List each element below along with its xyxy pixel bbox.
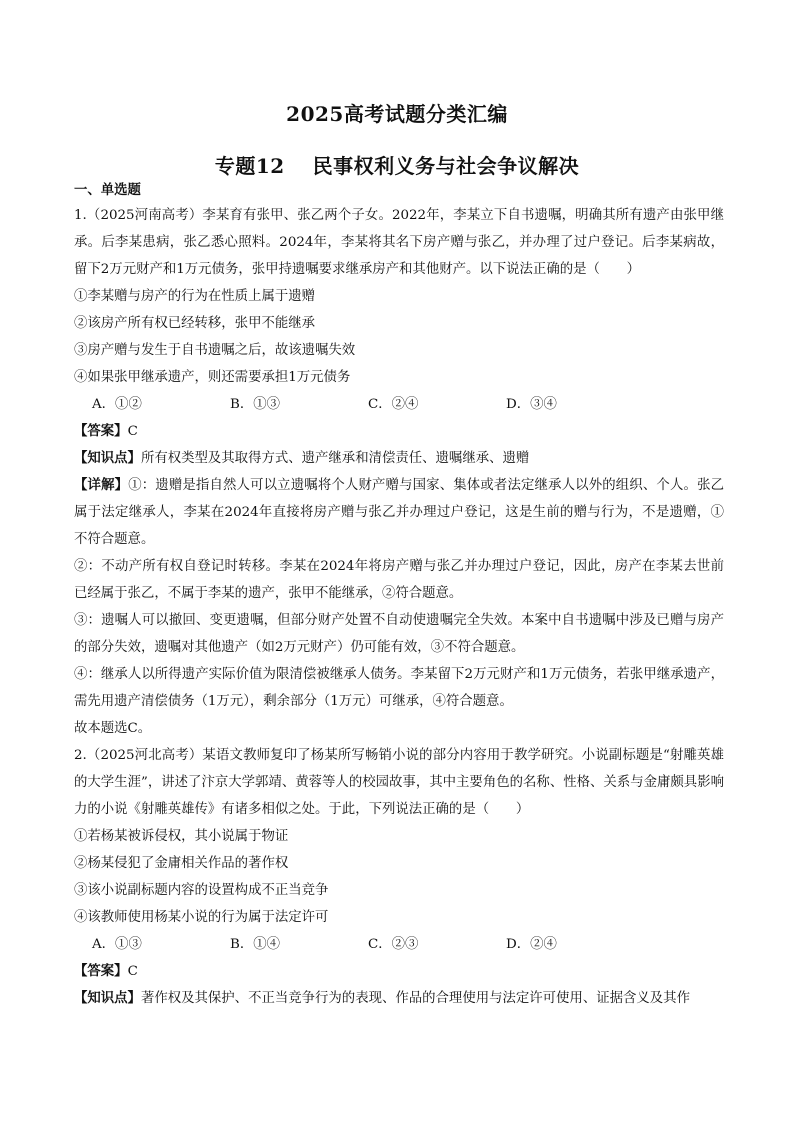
knowledge-tag: 【知识点】 [74,450,141,466]
answer-line [74,958,724,985]
option-d: D．②④ [506,937,557,952]
answer-options [74,391,724,418]
option-b: B．①④ [230,937,281,952]
subtitle-topic-name: 民事权利义务与社会争议解决 [312,154,580,178]
knowledge-tag: 【知识点】 [74,990,141,1006]
conclusion: 故本题选C。 [74,721,152,736]
detail-tag: 【详解】 [74,477,129,493]
option-b: B．①③ [230,397,281,412]
question-1-stem: 1.（2025河南高考）李某育有张甲、张乙两个子女。2022年，李某立下自书遗嘱，明确其所有遗产由张甲继承。后李某患病，张乙悉心照料。2024年，李某将其名下房产赠与张乙，并办理了过户登记。后李某病故，留下2万元财产和1万元债务，张甲持遗嘱要求继承房产和其他财产。以下说法正确的是（ ） [74,208,724,277]
document-title: 2025高考试题分类汇编 [286,102,508,126]
detail-paragraph-4: ④：继承人以所得遗产实际价值为限清偿被继承人债务。李某留下2万元财产和1万元债务，若张甲继承遗产，需先用遗产清偿债务（1万元），剩余部分（1万元）可继承，④符合题意。 [74,667,724,709]
statement-1: ①若杨某被诉侵权，其小说属于物证 [74,829,289,844]
option-c: C．②③ [368,937,419,952]
detail-paragraph-2: ②：不动产所有权自登记时转移。李某在2024年将房产赠与张乙并办理过户登记，因此，房产在李某去世前已经属于张乙，不属于李某的遗产，张甲不能继承，②符合题意。 [74,559,724,601]
statement-2: ②该房产所有权已经转移，张甲不能继承 [74,316,316,331]
statement-2: ②杨某侵犯了金庸相关作品的著作权 [74,856,289,871]
question-2-stem: 2.（2025河北高考）某语文教师复印了杨某所写畅销小说的部分内容用于教学研究。小说副标题是“射雕英雄的大学生涯”，讲述了汴京大学郭靖、黄蓉等人的校园故事，其中主要角色的名称、性格、关系与金庸颇具影响力的小说《射雕英雄传》有诸多相似之处。于此，下列说法正确的是（ ） [74,748,724,817]
knowledge-text: 著作权及其保护、不正当竞争行为的表现、作品的合理使用与法定许可使用、证据含义及其作 [140,991,690,1006]
document-subtitle [0,150,794,179]
option-a: A．①② [92,397,142,412]
answer-line [74,418,724,445]
document-content [74,181,724,1012]
answer-value: C [127,964,138,979]
statement-1: ①李某赠与房产的行为在性质上属于遗赠 [74,289,316,304]
statement-3: ③该小说副标题内容的设置构成不正当竞争 [74,883,329,898]
detail-paragraph-3: ③：遗嘱人可以撤回、变更遗嘱，但部分财产处置不自动使遗嘱完全失效。本案中自书遗嘱中涉及已赠与房产的部分失效，遗嘱对其他遗产（如2万元财产）仍可能有效，③不符合题意。 [74,613,724,655]
option-d: D．③④ [506,397,557,412]
answer-options [74,931,724,958]
statement-3: ③房产赠与发生于自书遗嘱之后，故该遗嘱失效 [74,343,356,358]
knowledge-line [74,445,724,472]
statement-4: ④如果张甲继承遗产，则还需要承担1万元债务 [74,370,351,385]
answer-value: C [127,424,138,439]
knowledge-line [74,985,724,1012]
detail-paragraph-1 [74,472,724,553]
answer-tag: 【答案】 [74,423,128,439]
question-2 [74,742,724,1012]
statement-4: ④该教师使用杨某小说的行为属于法定许可 [74,910,329,925]
knowledge-text: 所有权类型及其取得方式、遗产继承和清偿责任、遗嘱继承、遗赠 [140,451,530,466]
detail-text-1: ①：遗赠是指自然人可以立遗嘱将个人财产赠与国家、集体或者法定继承人以外的组织、个人。张乙属于法定继承人，李某在2024年直接将房产赠与张乙并办理过户登记，这是生前的赠与行为，不是遗赠，①不符合题意。 [74,478,725,547]
option-c: C．②④ [368,397,419,412]
question-1 [74,202,724,742]
section-heading: 一、单选题 [74,182,141,198]
subtitle-topic-number: 专题12 [214,154,285,178]
answer-tag: 【答案】 [74,963,128,979]
option-a: A．①③ [92,937,142,952]
